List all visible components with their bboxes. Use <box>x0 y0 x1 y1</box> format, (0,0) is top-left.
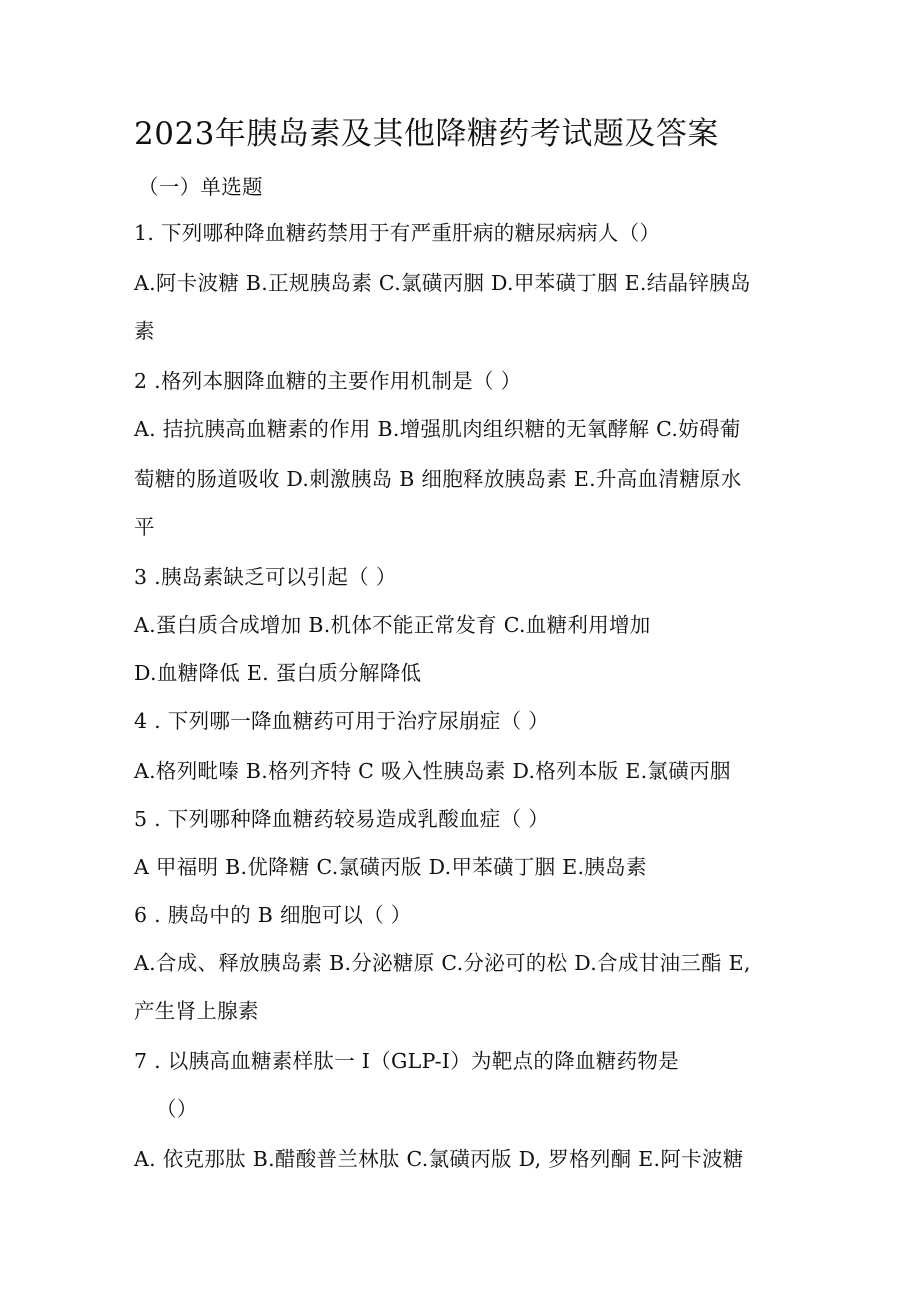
question-5: 5 . 下列哪种降血糖药较易造成乳酸血症（ ） <box>134 807 550 831</box>
question-5-options: A 甲福明 B.优降糖 C.氯磺丙版 D.甲苯磺丁胭 E.胰岛素 <box>134 855 647 879</box>
question-1: 1. 下列哪种降血糖药禁用于有严重肝病的糖尿病病人（） <box>134 221 661 245</box>
question-3: 3 .胰岛素缺乏可以引起（ ） <box>134 565 397 589</box>
question-2-options-end: 平 <box>134 515 155 539</box>
question-3-options: A.蛋白质合成增加 B.机体不能正常发育 C.血糖利用增加 <box>134 613 651 637</box>
question-1-options: A.阿卡波糖 B.正规胰岛素 C.氯磺丙胭 D.甲苯磺丁胭 E.结晶锌胰岛 <box>134 271 751 295</box>
section-heading: （一）单选题 <box>138 175 263 199</box>
question-1-options-cont: 素 <box>134 319 155 343</box>
question-2-options: A. 拮抗胰高血糖素的作用 B.增强肌肉组织糖的无氧酵解 C.妨碍葡 <box>134 417 741 441</box>
question-2-options-cont: 萄糖的肠道吸收 D.刺激胰岛 B 细胞释放胰岛素 E.升高血清糖原水 <box>134 467 742 491</box>
question-3-options-cont: D.血糖降低 E. 蛋白质分解降低 <box>134 661 422 685</box>
question-2: 2 .格列本胭降血糖的主要作用机制是（ ） <box>134 369 522 393</box>
document-title: 2023年胰岛素及其他降糖药考试题及答案 <box>134 116 719 152</box>
question-6-options-cont: 产生肾上腺素 <box>134 999 259 1023</box>
question-6: 6 . 胰岛中的 B 细胞可以（ ） <box>134 903 412 927</box>
question-4: 4 . 下列哪一降血糖药可用于治疗尿崩症（ ） <box>134 709 550 733</box>
question-7: 7 . 以胰高血糖素样肽一 I（GLP-I）为靶点的降血糖药物是 <box>134 1049 679 1073</box>
question-4-options: A.格列毗嗪 B.格列齐特 C 吸入性胰岛素 D.格列本版 E.氯磺丙胭 <box>134 759 731 783</box>
question-6-options: A.合成、释放胰岛素 B.分泌糖原 C.分泌可的松 D.合成甘油三酯 E, <box>134 951 751 975</box>
question-7-cont: （） <box>156 1097 198 1121</box>
question-7-options: A. 依克那肽 B.醋酸普兰林肽 C.氯磺丙版 D, 罗格列酮 E.阿卡波糖 <box>134 1147 744 1171</box>
